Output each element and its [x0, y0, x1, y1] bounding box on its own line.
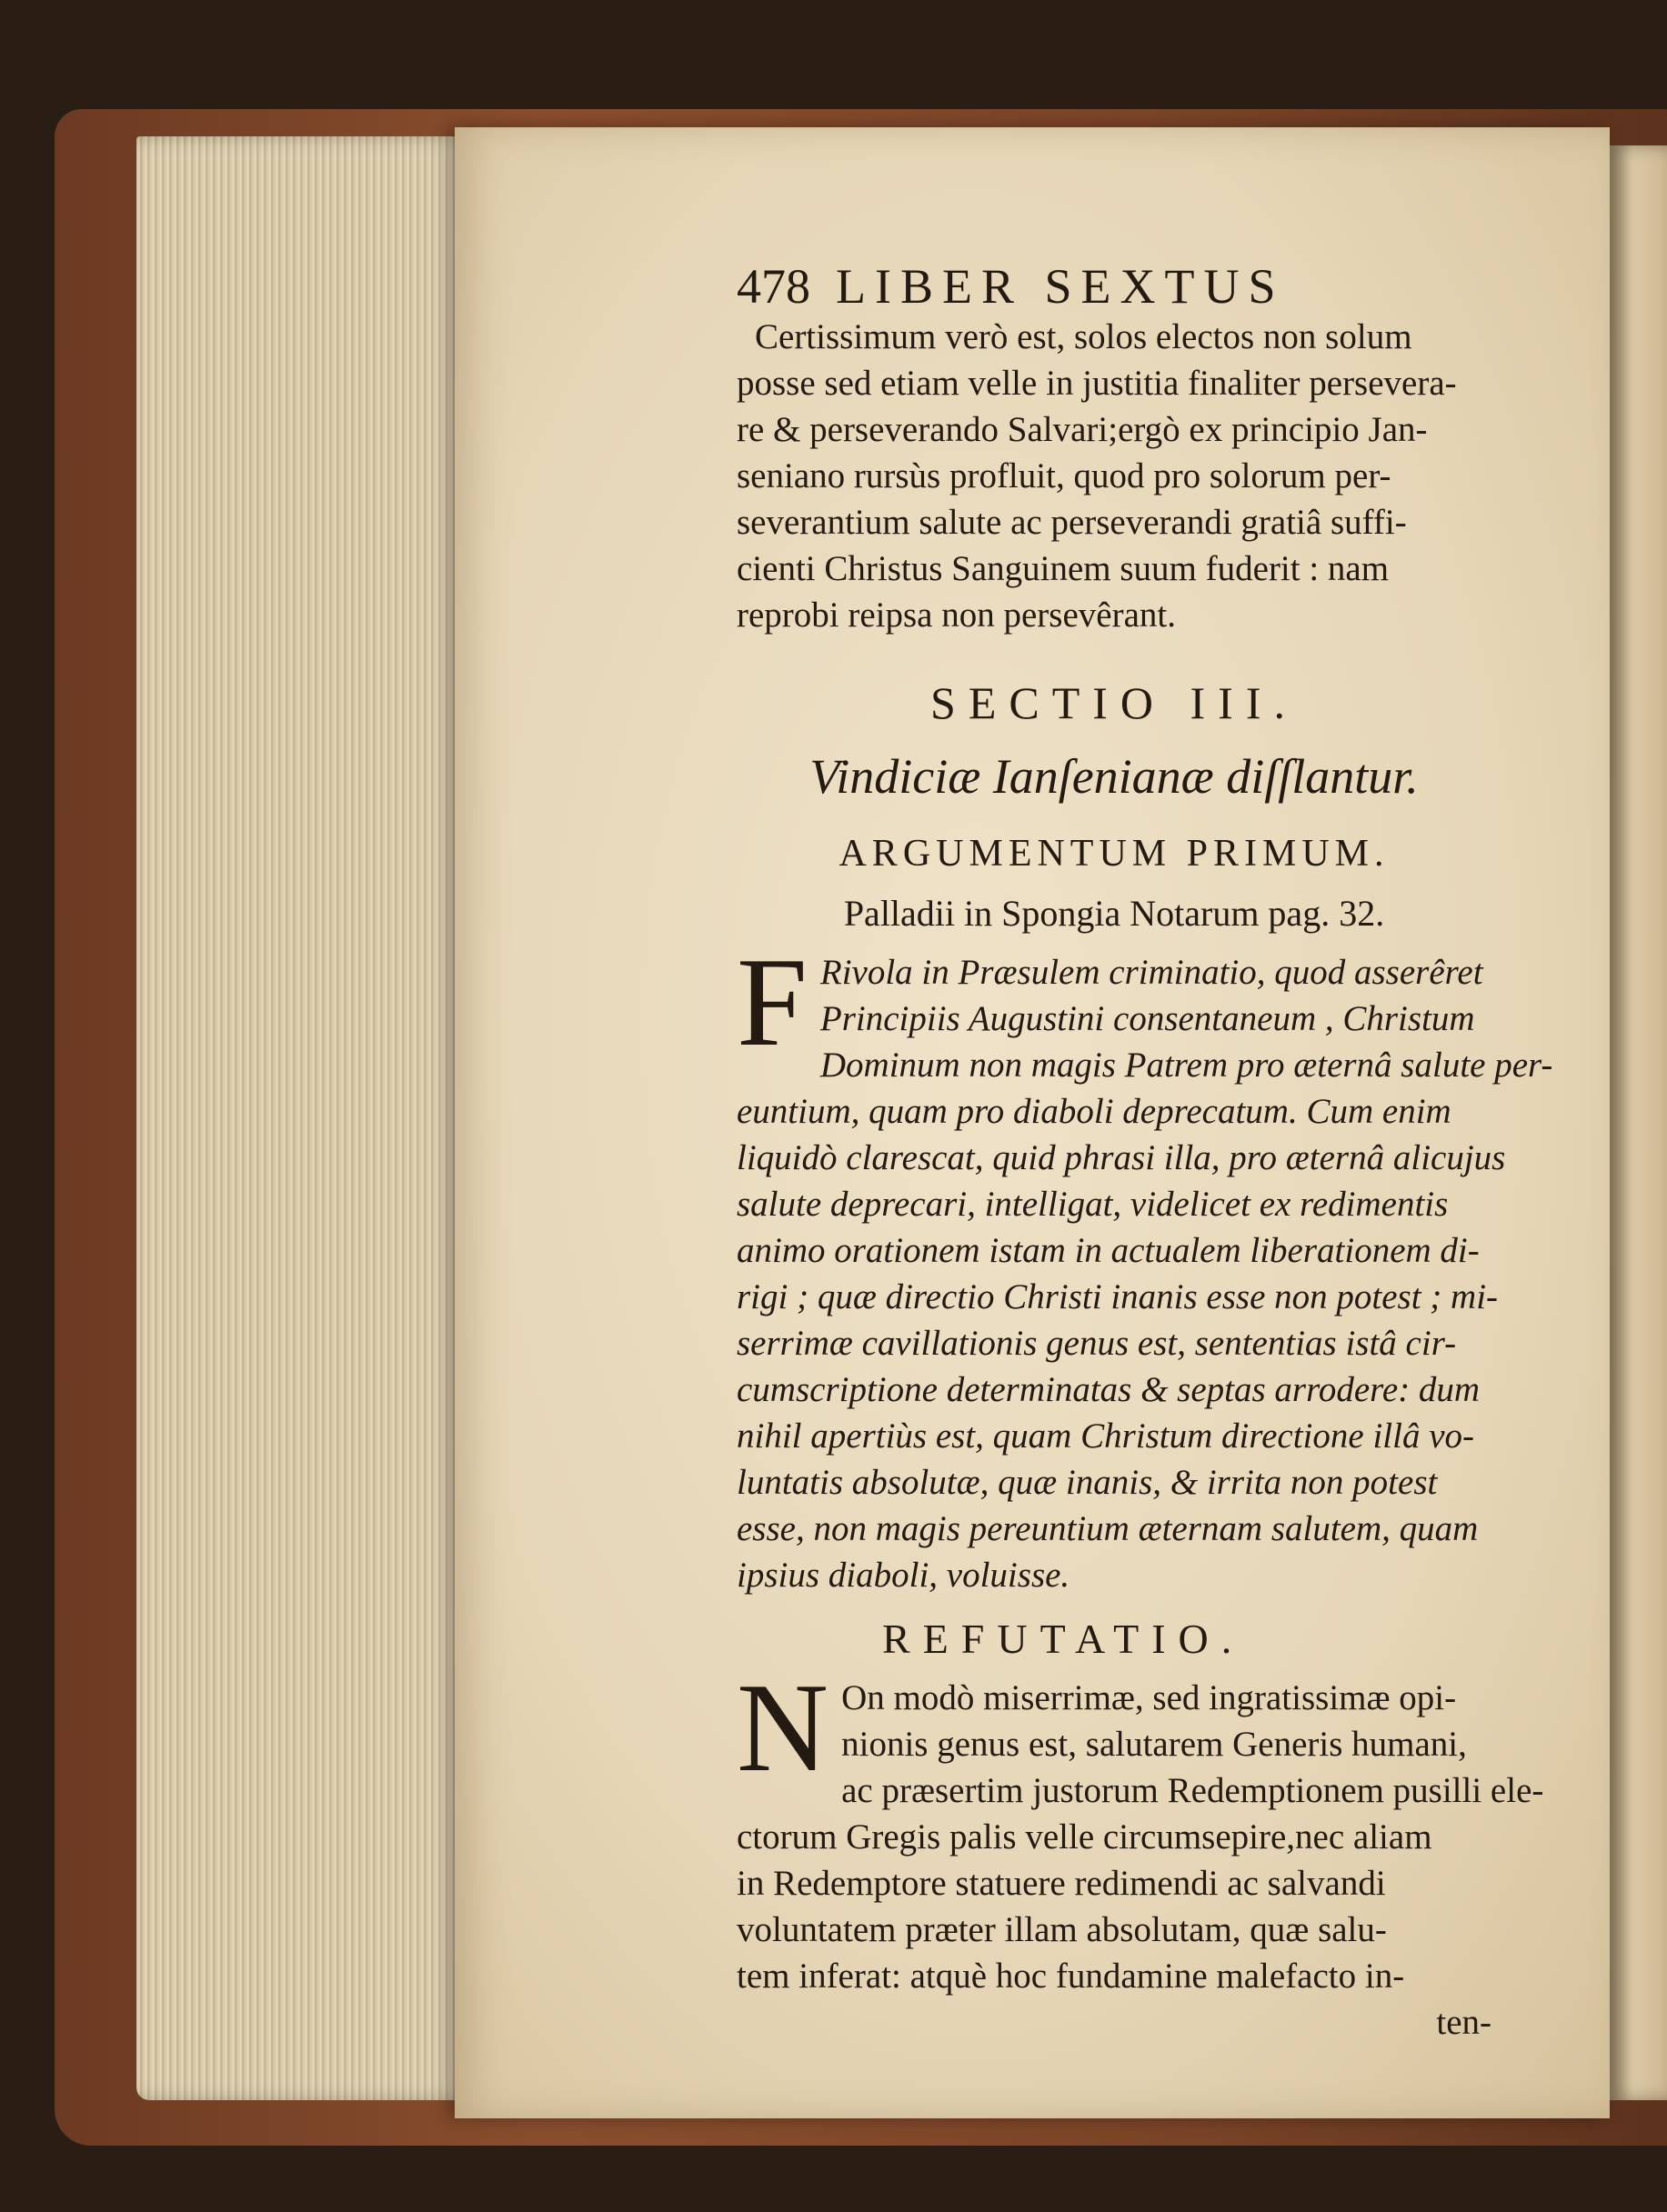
text-line: Certissimum verò est, solos electos non solum — [755, 317, 1412, 356]
text-line: re & perseverando Salvari;ergò ex principio Jan- — [737, 410, 1428, 449]
text-line: posse sed etiam velle in justitia finaliter persevera- — [737, 364, 1457, 403]
text-line: cienti Christus Sanguinem suum fuderit : nam — [737, 549, 1390, 588]
facing-page-edge — [1610, 145, 1667, 2100]
text-line: reprobi reipsa non persevêrant. — [737, 596, 1176, 635]
text-line: liquidò clarescat, quid phrasi illa, pro æternâ alicujus — [737, 1138, 1506, 1177]
text-line: ac præsertim justorum Redemptionem pusilli ele- — [841, 1771, 1544, 1810]
page-edges — [136, 136, 473, 2100]
running-title: LIBER SEXTUS — [836, 259, 1285, 314]
opening-paragraph — [737, 314, 1491, 638]
text-line: Rivola in Præsulem criminatio, quod asserêret — [819, 953, 1483, 992]
text-line: serrimæ cavillationis genus est, sententias istâ cir- — [737, 1324, 1457, 1363]
source-citation: Palladii in Spongia Notarum pag. 32. — [843, 893, 1385, 934]
section-title: SECTIO III. — [930, 677, 1298, 728]
page-text — [737, 259, 1553, 2046]
text-line: luntatis absolutæ, quæ inanis, & irrita non potest — [737, 1463, 1438, 1502]
text-line: seniano rursùs profluit, quod pro solorum per- — [737, 456, 1391, 495]
text-line: in Redemptore statuere redimendi ac salvandi — [737, 1864, 1386, 1903]
drop-cap: F — [737, 932, 808, 1073]
text-line: nionis genus est, salutarem Generis humani, — [841, 1725, 1467, 1764]
text-line: salute deprecari, intelligat, videlicet ex redimentis — [737, 1185, 1449, 1224]
text-line: animo orationem istam in actualem liberationem di- — [737, 1231, 1480, 1270]
catchword: ten- — [1436, 2003, 1491, 2042]
text-line: rigi ; quæ directio Christi inanis esse non potest ; mi- — [737, 1277, 1499, 1316]
text-line: Dominum non magis Patrem pro æternâ salute per- — [819, 1046, 1553, 1085]
text-line: tem inferat: atquè hoc fundamine malefacto in- — [737, 1957, 1405, 1996]
page-number: 478 — [737, 259, 810, 314]
text-line: euntium, quam pro diaboli deprecatum. Cum enim — [737, 1092, 1451, 1131]
drop-cap: N — [737, 1657, 829, 1798]
refutatio-text — [737, 1657, 1544, 2046]
refutatio-heading: REFUTATIO. — [882, 1616, 1245, 1662]
text-line: Principiis Augustini consentaneum , Christum — [819, 999, 1475, 1038]
section-subtitle: Vindiciæ Ianſenianæ diſſlantur. — [809, 749, 1419, 804]
text-line: severantium salute ac perseverandi gratiâ suffi- — [737, 503, 1407, 542]
argument-text — [737, 932, 1553, 1598]
argument-heading: ARGUMENTUM PRIMUM. — [839, 833, 1390, 875]
text-line: cumscriptione determinatas & septas arrodere: dum — [737, 1370, 1481, 1409]
text-line: ipsius diaboli, voluisse. — [737, 1556, 1070, 1595]
text-line: nihil apertiùs est, quam Christum directione illâ vo- — [737, 1416, 1475, 1456]
text-line: ctorum Gregis palis velle circumsepire,nec aliam — [737, 1817, 1432, 1857]
running-head — [737, 259, 1491, 314]
text-line: voluntatem præter illam absolutam, quæ salu- — [737, 1910, 1387, 1949]
text-line: On modò miserrimæ, sed ingratissimæ opi- — [841, 1678, 1457, 1717]
text-line: esse, non magis pereuntium æternam salutem, quam — [737, 1509, 1479, 1548]
